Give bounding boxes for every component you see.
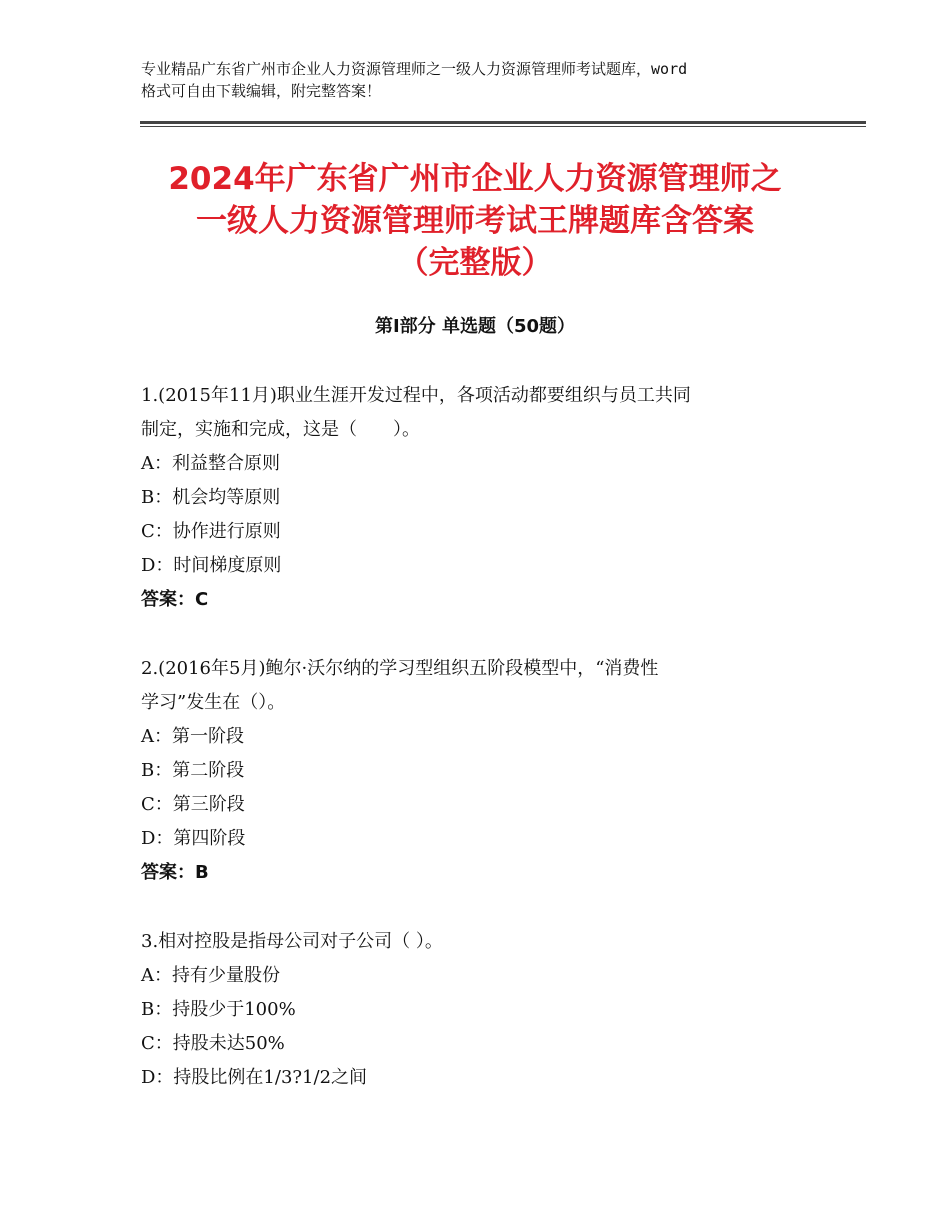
title-line-1: 2024年广东省广州市企业人力资源管理师之 <box>168 161 782 197</box>
title-line-2: 一级人力资源管理师考试王牌题库含答案 <box>196 203 754 239</box>
title-line-3: （完整版） <box>397 245 553 281</box>
option-a: A：持有少量股份 <box>141 965 280 986</box>
question-3 <box>141 925 821 1095</box>
question-stem-line: 2.(2016年5月)鲍尔·沃尔纳的学习型组织五阶段模型中，“消费性 <box>141 658 659 679</box>
header-divider-thin <box>140 126 866 127</box>
header-divider-thick <box>140 121 866 124</box>
answer: 答案：C <box>141 589 209 610</box>
header-note-line-1: 专业精品广东省广州市企业人力资源管理师之一级人力资源管理师考试题库，word <box>141 60 688 78</box>
question-stem-line: 3.相对控股是指母公司对子公司（ ）。 <box>141 931 443 952</box>
option-d: D：时间梯度原则 <box>141 555 282 576</box>
question-stem-line: 制定，实施和完成，这是（ ）。 <box>141 419 420 440</box>
document-header-note <box>141 58 841 102</box>
option-b: B：持股少于100% <box>141 999 296 1020</box>
option-b: B：第二阶段 <box>141 760 245 781</box>
header-note-line-2: 格式可自由下载编辑，附完整答案！ <box>141 82 382 100</box>
option-c: C：协作进行原则 <box>141 521 281 542</box>
option-a: A：第一阶段 <box>141 726 244 747</box>
answer: 答案：B <box>141 862 209 883</box>
document-title <box>100 158 850 284</box>
option-d: D：持股比例在1/3?1/2之间 <box>141 1067 368 1088</box>
option-c: C：第三阶段 <box>141 794 245 815</box>
option-c: C：持股未达50% <box>141 1033 285 1054</box>
question-stem-line: 学习”发生在（）。 <box>141 692 286 713</box>
question-stem-line: 1.(2015年11月)职业生涯开发过程中，各项活动都要组织与员工共同 <box>141 385 691 406</box>
question-2 <box>141 652 821 890</box>
option-b: B：机会均等原则 <box>141 487 281 508</box>
option-a: A：利益整合原则 <box>141 453 280 474</box>
option-d: D：第四阶段 <box>141 828 246 849</box>
question-1 <box>141 379 821 617</box>
section-heading: 第Ⅰ部分 单选题（50题） <box>374 316 575 337</box>
